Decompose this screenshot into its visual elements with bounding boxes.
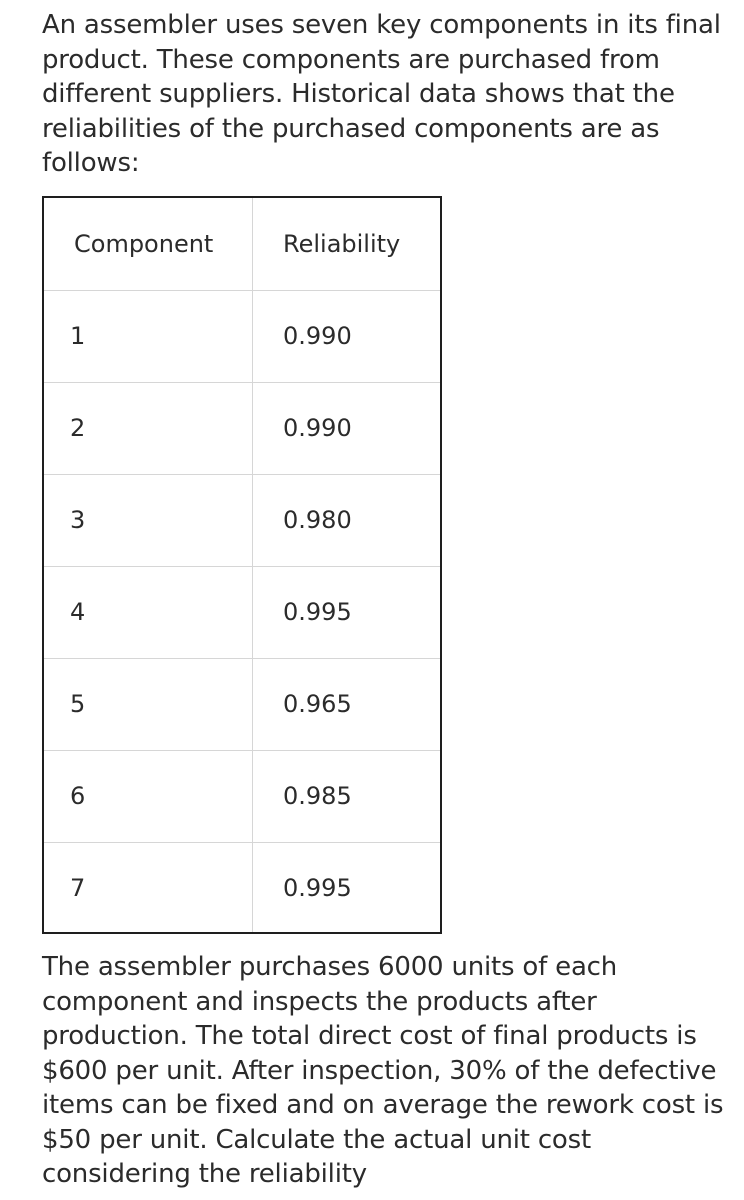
outro-line: $600 per unit. After inspection, 30% of the defective: [42, 1055, 717, 1086]
outro-line: component and inspects the products after: [42, 986, 597, 1017]
table-row: [44, 474, 440, 567]
reliability-cell: 0.990: [283, 322, 352, 350]
intro-line: follows:: [42, 148, 140, 178]
intro-line: An assembler uses seven key components in its final: [42, 10, 721, 40]
reliability-cell: 0.985: [283, 782, 352, 810]
outro-paragraph: [42, 950, 722, 1192]
table-row: [44, 842, 440, 934]
component-cell: 5: [70, 690, 86, 718]
table-row: [44, 658, 440, 751]
reliability-cell: 0.995: [283, 598, 352, 626]
outro-line: considering the reliability: [42, 1159, 367, 1189]
component-cell: 4: [70, 598, 86, 626]
component-cell: 6: [70, 782, 86, 810]
reliability-cell: 0.965: [283, 690, 352, 718]
outro-line: $50 per unit. Calculate the actual unit cost: [42, 1124, 591, 1155]
table-row: [44, 566, 440, 659]
table-row: [44, 290, 440, 383]
intro-line: different suppliers. Historical data shows that the: [42, 79, 675, 109]
intro-line: product. These components are purchased from: [42, 44, 660, 75]
reliability-cell: 0.990: [283, 414, 352, 442]
component-cell: 2: [70, 414, 86, 442]
component-cell: 3: [70, 506, 86, 534]
outro-line: The assembler purchases 6000 units of each: [42, 952, 618, 982]
component-cell: 7: [70, 874, 86, 902]
outro-line: items can be fixed and on average the rework cost is: [42, 1090, 724, 1120]
intro-line: reliabilities of the purchased components are as: [42, 113, 660, 144]
header-component: Component: [74, 230, 214, 258]
reliability-cell: 0.995: [283, 874, 352, 902]
outro-line: production. The total direct cost of final products is: [42, 1021, 697, 1051]
reliability-cell: 0.980: [283, 506, 352, 534]
table-row: [44, 750, 440, 843]
reliability-table: [42, 196, 442, 934]
table-row: [44, 382, 440, 475]
header-reliability: Reliability: [283, 230, 401, 258]
table-header-row: [44, 198, 440, 291]
component-cell: 1: [70, 322, 86, 350]
intro-paragraph: [42, 8, 722, 181]
